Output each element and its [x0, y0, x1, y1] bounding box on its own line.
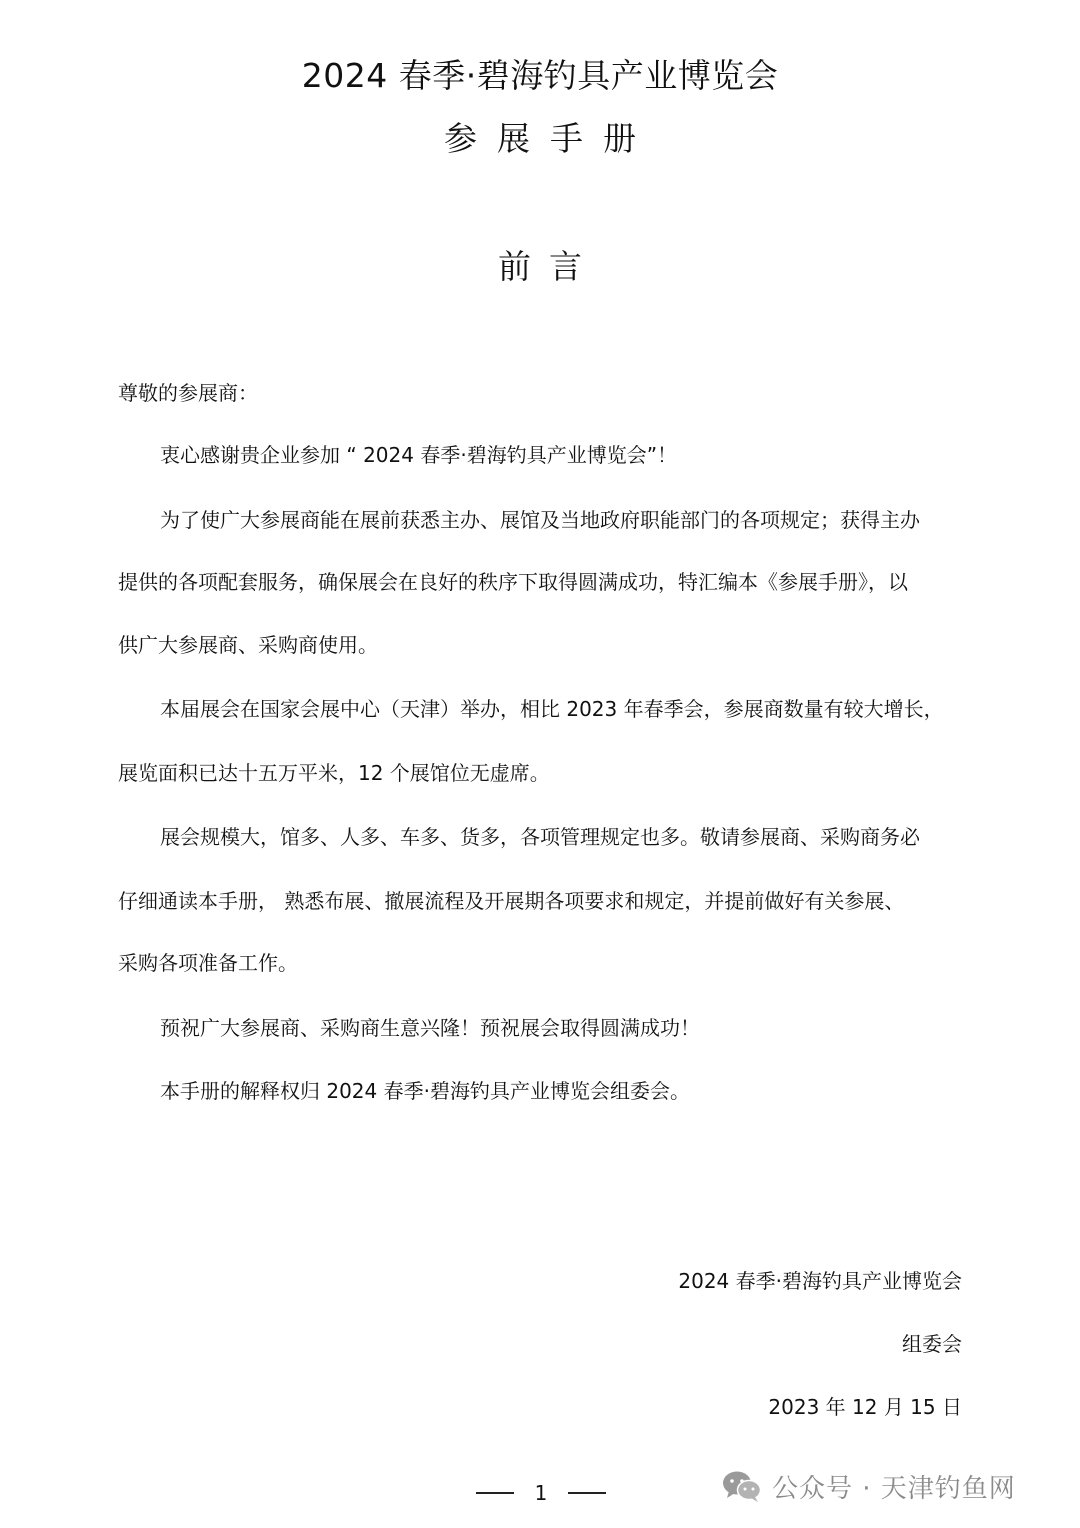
paragraph-scale-line-3: 采购各项准备工作。	[118, 951, 298, 975]
paragraph-scale-line-1: 展会规模大，馆多、人多、车多、货多，各项管理规定也多。敬请参展商、采购商务必	[160, 825, 920, 849]
paragraph-interpretation: 本手册的解释权归 2024 春季·碧海钓具产业博览会组委会。	[160, 1079, 690, 1103]
paragraph-purpose-line-3: 供广大参展商、采购商使用。	[118, 633, 378, 657]
document-title: 2024 春季·碧海钓具产业博览会	[301, 56, 779, 95]
signature-committee: 组委会	[902, 1332, 962, 1356]
paragraph-venue-line-1: 本届展会在国家会展中心（天津）举办，相比 2023 年春季会，参展商数量有较大增长，	[160, 697, 944, 721]
paragraph-purpose-line-1: 为了使广大参展商能在展前获悉主办、展馆及当地政府职能部门的各项规定；获得主办	[160, 508, 920, 532]
footer-dash-right	[568, 1492, 606, 1494]
salutation: 尊敬的参展商：	[118, 381, 258, 405]
footer-dash-left	[476, 1492, 514, 1494]
signature-date: 2023 年 12 月 15 日	[768, 1395, 962, 1419]
paragraph-purpose-line-2: 提供的各项配套服务，确保展会在良好的秩序下取得圆满成功，特汇编本《参展手册》，以	[118, 570, 908, 594]
paragraph-scale-line-2: 仔细通读本手册， 熟悉布展、撤展流程及开展期各项要求和规定，并提前做好有关参展、	[118, 889, 905, 913]
paragraph-wishes: 预祝广大参展商、采购商生意兴隆！预祝展会取得圆满成功！	[160, 1016, 700, 1040]
document-subtitle: 参展手册	[444, 119, 656, 158]
signature-organization: 2024 春季·碧海钓具产业博览会	[678, 1269, 962, 1293]
watermark-text: 公众号 · 天津钓鱼网	[772, 1473, 1016, 1504]
paragraph-venue-line-2: 展览面积已达十五万平米，12 个展馆位无虚席。	[118, 761, 550, 785]
paragraph-thanks: 衷心感谢贵企业参加 “ 2024 春季·碧海钓具产业博览会”！	[160, 443, 678, 467]
preface-heading: 前言	[498, 247, 600, 286]
page-footer	[476, 1478, 606, 1508]
page-number: 1	[534, 1481, 548, 1505]
wechat-icon	[722, 1469, 762, 1503]
watermark	[722, 1466, 1016, 1506]
